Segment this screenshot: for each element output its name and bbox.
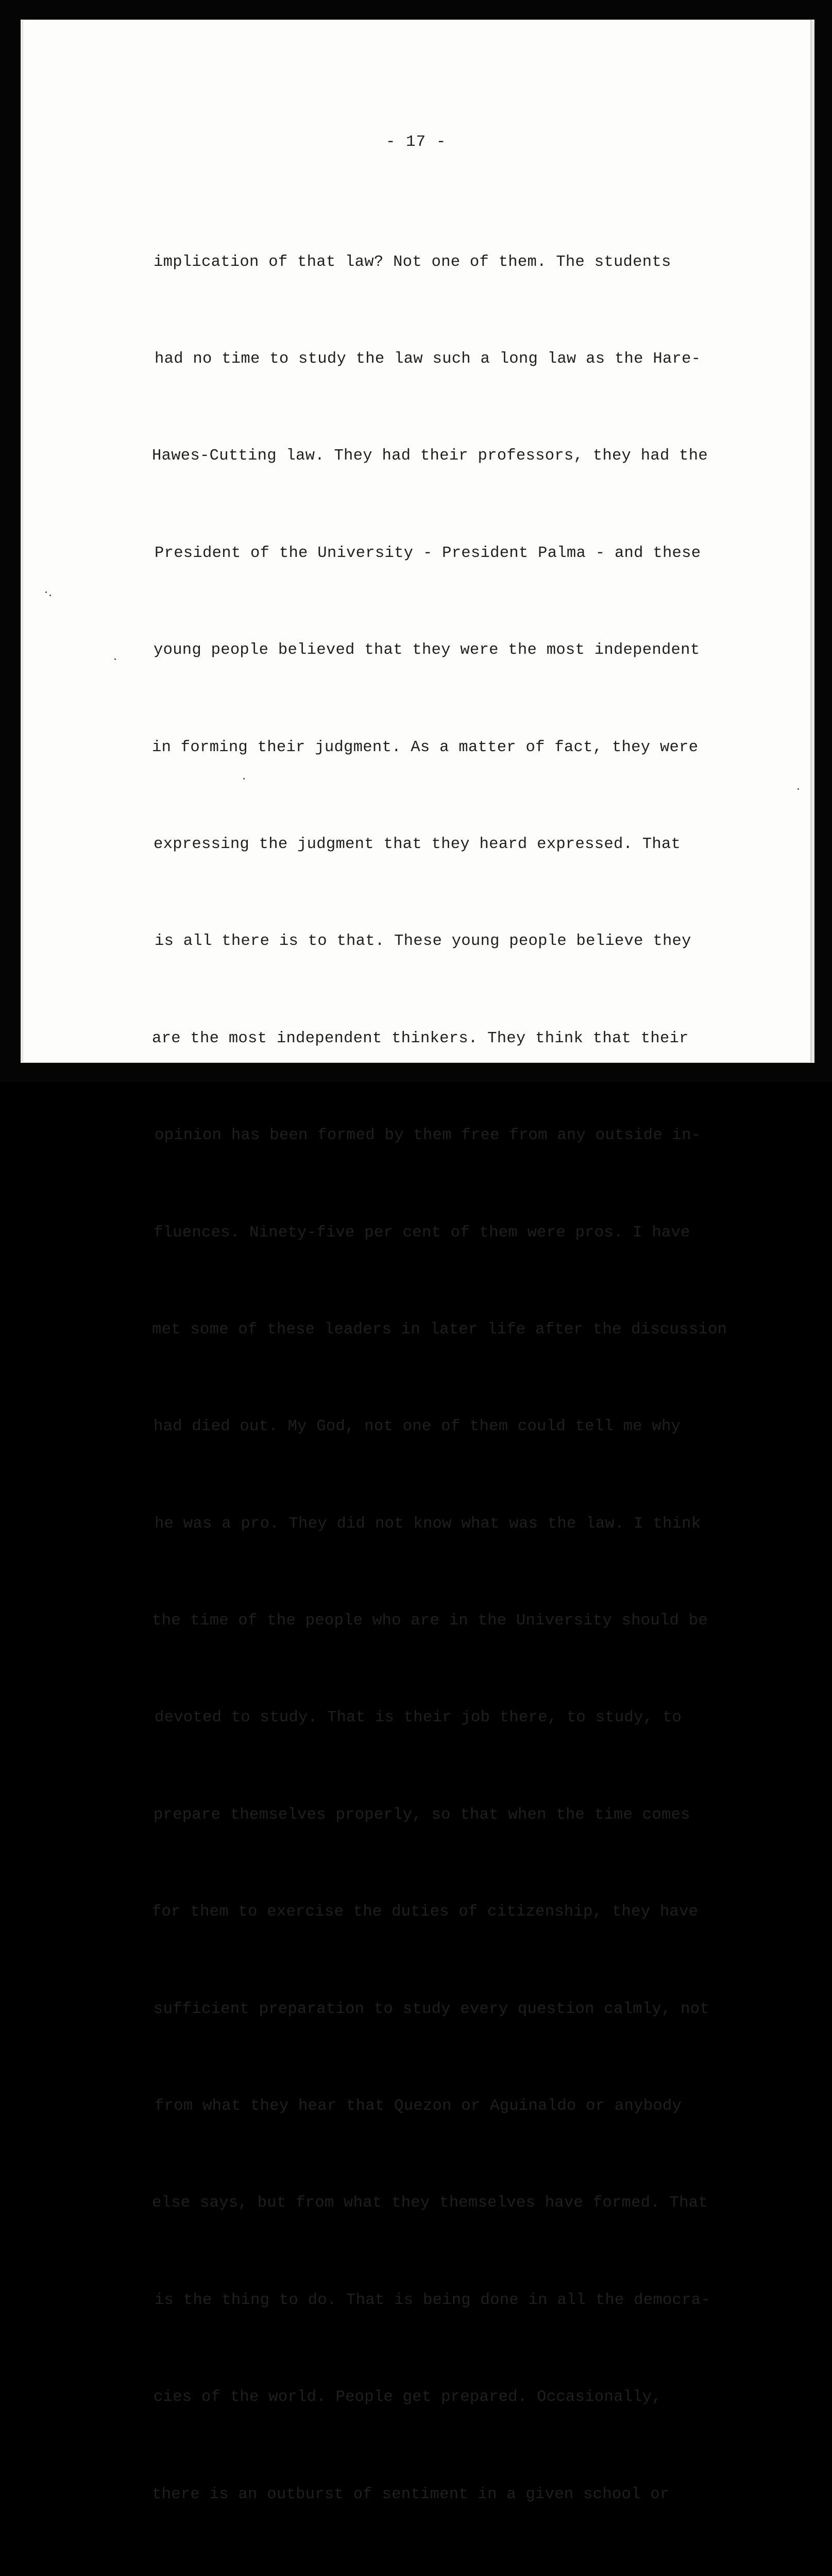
text-line: young people believed that they were the most independent [154, 641, 700, 659]
paper-right-edge [811, 20, 814, 1063]
text-line: opinion has been formed by them free from any outside in- [155, 1127, 701, 1145]
text-line: he was a pro. They did not know what was the law. I think [155, 1515, 701, 1533]
scan-speck [49, 595, 51, 596]
text-line: else says, but from what they themselves have formed. That [152, 2194, 708, 2212]
text-line: met some of these leaders in later life after the discussion [152, 1320, 727, 1338]
page-number: - 17 - [385, 133, 447, 151]
text-line: sufficient preparation to study every question calmly, not [154, 2000, 709, 2018]
text-line: fluences. Ninety-five per cent of them were pros. I have [154, 1224, 690, 1242]
text-line: Hawes-Cutting law. They had their professors, they had the [152, 447, 708, 465]
text-line: from what they hear that Quezon or Aguinaldo or anybody [155, 2097, 682, 2115]
text-line: the time of the people who are in the University should be [152, 1612, 708, 1630]
text-line: in forming their judgment. As a matter of fact, they were [152, 738, 699, 756]
text-line: cies of the world. People get prepared. Occasionally, [154, 2388, 661, 2406]
text-line: had died out. My God, not one of them could tell me why [154, 1418, 681, 1436]
scan-speck [243, 778, 245, 779]
text-line: is all there is to that. These young people believe they [155, 933, 691, 951]
text-line: implication of that law? Not one of them. The students [154, 253, 671, 271]
scan-speck [45, 591, 47, 593]
text-line: expressing the judgment that they heard expressed. That [154, 835, 681, 853]
text-line: devoted to study. That is their job there, to study, to [155, 1709, 682, 1727]
text-line: is the thing to do. That is being done in all the democra- [155, 2291, 710, 2309]
text-line: prepare themselves properly, so that when the time comes [154, 1806, 690, 1824]
text-line: are the most independent thinkers. They think that their [152, 1029, 689, 1047]
text-line: there is an outburst of sentiment in a given school or [152, 2485, 670, 2503]
scan-speck [797, 788, 799, 790]
text-line: President of the University - President Palma - and these [155, 544, 701, 562]
text-line: for them to exercise the duties of citizenship, they have [152, 1903, 699, 1921]
text-line: had no time to study the law such a long law as the Hare- [155, 350, 701, 368]
scan-speck [114, 658, 116, 660]
body-text [152, 181, 744, 2576]
